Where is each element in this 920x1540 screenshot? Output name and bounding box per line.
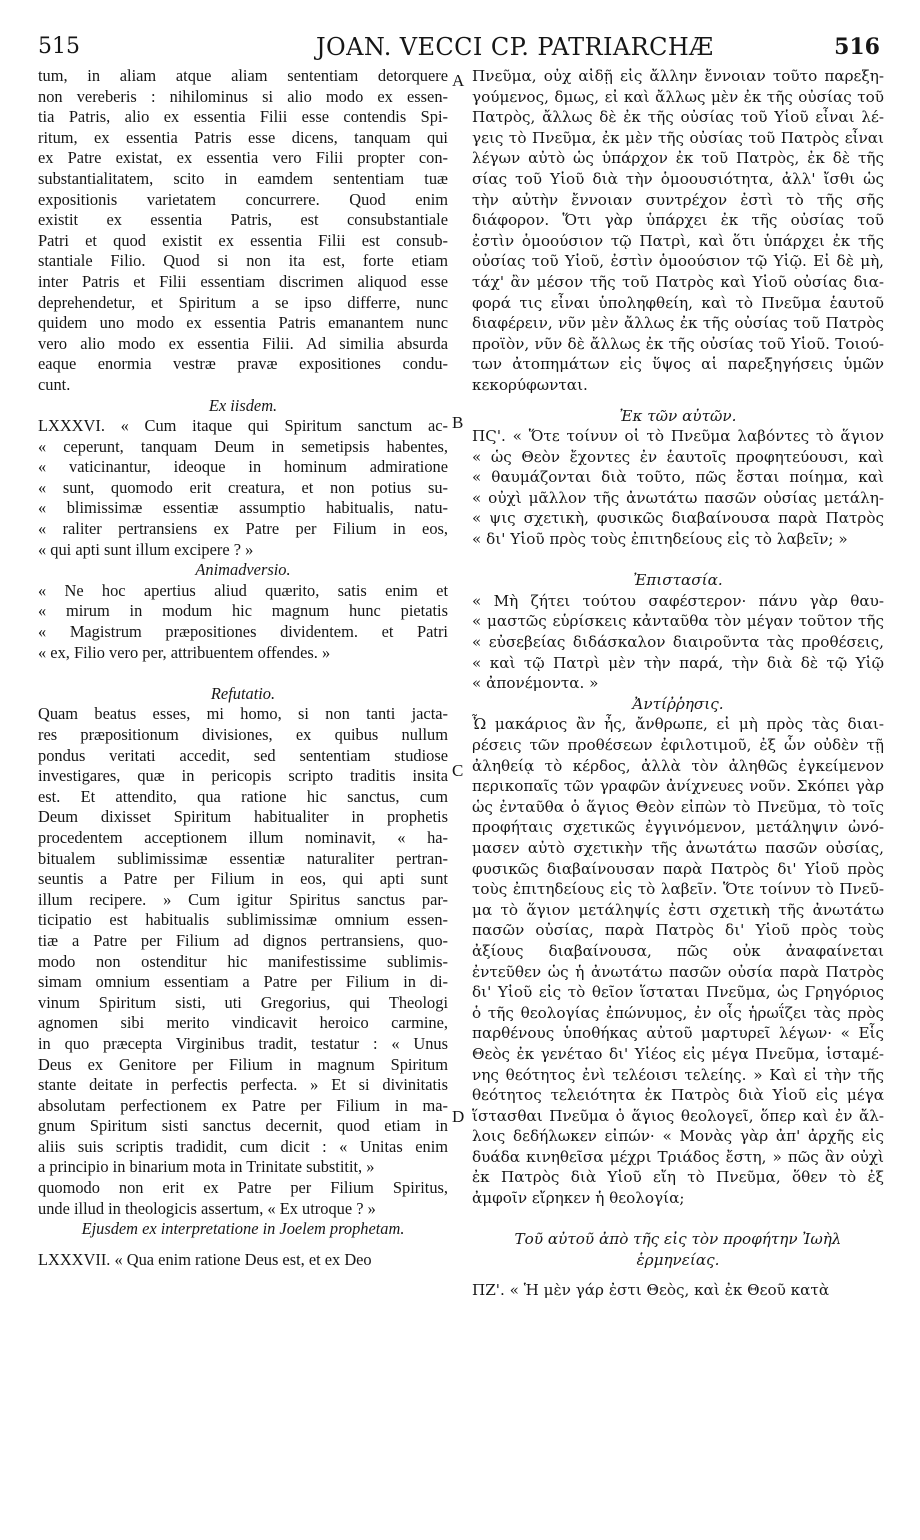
text-line: διαφέρειν, νῦν μὲν ἄλλως ἐκ τῆς οὐσίας τοῦ Πατρὸς bbox=[472, 314, 884, 333]
text-line: in quo præcepta Virginibus tradit, testatur : « Unus bbox=[38, 1033, 448, 1053]
text-line: λέγων αὐτὸ ὡς ὑπάρχον ἐκ τοῦ Πατρὸς, ἐκ δὲ τῆς bbox=[472, 149, 884, 168]
greek-epistasia bbox=[472, 591, 884, 694]
text-line: LXXXVI. « Cum itaque qui Spiritum sanctum ac- bbox=[38, 416, 448, 436]
text-line: τὴν αὐτὴν ἔννοιαν συντρέχον ἐστὶ τὸ τῆς σῆς bbox=[472, 190, 884, 209]
text-line: modo non ostenditur hic manifestissime sublimis- bbox=[38, 951, 448, 971]
text-line: κεκορύφωνται. bbox=[472, 375, 588, 394]
margin-marker-a: A bbox=[452, 71, 465, 90]
text-line: « καὶ τῷ Πατρὶ μὲν τὴν παρά, τὴν διὰ δὲ τῷ Υἱῷ bbox=[472, 653, 884, 672]
text-line: vinum Spiritum sisti, uti Gregorius, qui Theologi bbox=[38, 992, 448, 1012]
latin-heading-ex-iisdem: Ex iisdem. bbox=[208, 395, 278, 415]
latin-heading-animadversio: Animadversio. bbox=[195, 560, 291, 580]
text-line: ἀληθείᾳ τὸ κέρδος, ἀλλὰ τὸν ἀληθῶς ἐγκείμενον bbox=[472, 756, 884, 775]
latin-heading-ejusdem: Ejusdem ex interpretatione in Joelem prophetam. bbox=[81, 1219, 405, 1239]
text-line: ἐκ Πατρὸς διὰ Υἱοῦ εἴη τὸ Πνεῦμα, ὅθεν τὸ ἐξ bbox=[472, 1168, 884, 1187]
page-number-left: 515 bbox=[38, 34, 80, 59]
latin-animadversio bbox=[38, 581, 448, 663]
text-line: Patri et quod existit ex essentia Filii est consub- bbox=[38, 230, 448, 250]
text-line: τάχ' ἂν μέσον τῆς τοῦ Πατρὸς καὶ Υἱοῦ οὐσίας δια- bbox=[472, 272, 884, 291]
greek-section-86 bbox=[472, 426, 884, 550]
text-line: προφήταις σχετικῶς ἐγγινόμενον, μετάληψιν ὠνό- bbox=[472, 818, 884, 837]
text-line: ἀξίους διαβαίνουσα, πῶς οὐκ ἀναφαίνεται bbox=[472, 941, 884, 960]
text-line: δυάδα κινηθεῖσα μέχρι Τριάδος ἔστη, » πῶς ἂν οὐχὶ bbox=[472, 1147, 884, 1166]
text-line: eaque enormia vestræ pravæ expositiones condu- bbox=[38, 354, 448, 374]
text-line: « δι' Υἱοῦ πρὸς τοὺς ἐπιτηδείους εἰς τὸ λαβεῖν; » bbox=[472, 530, 848, 549]
text-line: περικοπαῖς τῶν γραφῶν ἀνίχνευες νοῦν. Σκόπει γὰρ bbox=[472, 777, 884, 796]
greek-heading-antirrhesis: Ἀντίῤῥησις. bbox=[632, 694, 724, 713]
latin-section-86 bbox=[38, 416, 448, 560]
text-line: « Magistrum præpositiones dividentem. et Patri bbox=[38, 622, 448, 642]
text-line: « vaticinantur, ideoque in hominum admiratione bbox=[38, 457, 448, 477]
text-line: ρέσεις τῶν προθέσεων ἐφιλοτιμοῦ, ἐξ ὧν οὐδὲν τῇ bbox=[472, 736, 884, 754]
text-line: δι' Υἱοῦ εἰς τὸ θεῖον ἵσταται Πνεῦμα, ὡς Γρηγόριος bbox=[472, 983, 884, 1002]
latin-refutatio bbox=[38, 704, 448, 1219]
text-line: inter Patris et Filii essentiam discrimen aliquod esse bbox=[38, 271, 448, 291]
text-line: Ὦ μακάριος ἂν ἦς, ἄνθρωπε, εἰ μὴ πρὸς τὰς διαι- bbox=[472, 715, 884, 734]
text-line: deprehendetur, et Spiritum a se ipso differre, nunc bbox=[38, 292, 448, 312]
text-line: tiæ a Patre per Filium ad dignos pertransiens, quo- bbox=[38, 930, 448, 950]
text-line: μασεν αὐτὸ σχετικὴν τῆς ἀνωτάτω πασῶν οὐσίας, bbox=[472, 838, 884, 857]
text-line: absolutam perfectionem ex Patre per Filium in ma- bbox=[38, 1095, 448, 1115]
text-line: ἀμφοῖν εἴρηκεν ἡ θεολογία; bbox=[472, 1189, 685, 1208]
text-line: ὁ τῆς θεολογίας ἐπώνυμος, ἐν οἷς ἡρωΐζει τὰς πρὸς bbox=[472, 1003, 884, 1022]
text-line: stante deitate in perfectis perfecta. » Et si divinitatis bbox=[38, 1075, 448, 1095]
text-line: « θαυμάζονται διὰ τοῦτο, πῶς ἔσται ποίημα, καὶ bbox=[472, 468, 884, 487]
text-line: « μαστῶς εὑρίσκεις κἀνταῦθα τὸν μέγαν τοῦτον τῆς bbox=[472, 612, 884, 631]
text-line: ex Patre existat, ex essentia vero Filii propter con- bbox=[38, 148, 448, 168]
latin-intro bbox=[38, 66, 448, 396]
text-line: ticipatio est habitualis sublimissimæ omnium essen- bbox=[38, 910, 448, 930]
text-line: quidem uno modo ex essentia Patris emanantem nunc bbox=[38, 313, 448, 333]
text-line: stantiale Filio. Quod si non ita est, forte etiam bbox=[38, 251, 448, 271]
text-line: γούμενος, δμως, εἰ καὶ ἄλλως μὲν ἐκ τῆς οὐσίας τοῦ bbox=[472, 87, 884, 106]
text-line: a principio in binarium mota in Trinitate substitit, » bbox=[38, 1157, 375, 1177]
text-line: των ἀτοπημάτων εἰς ὕψος αἱ παρεξηγήσεις ὑμῶν bbox=[472, 355, 884, 374]
text-line: expositionis varietatem concurrere. Quod enim bbox=[38, 189, 448, 209]
text-line: σίας τοῦ Υἱοῦ διὰ τὴν ὁμοουσιότητα, ἀλλ' ἴσθι ὡς bbox=[472, 169, 884, 188]
text-line: ΠϚ'. « Ὅτε τοίνυν οἱ τὸ Πνεῦμα λαβόντες τὸ ἅγιον bbox=[472, 427, 884, 446]
text-line: προϊὸν, νῦν δὲ ἄλλως ἐκ τῆς οὐσίας τοῦ Υἱοῦ. Τοιού- bbox=[472, 334, 884, 353]
greek-heading-epistasia: Ἐπιστασία. bbox=[633, 571, 723, 590]
text-line: « sunt, quomodo erit creatura, et non potius su- bbox=[38, 477, 448, 497]
text-line: gnum Spiritum sisti sanctus decernit, quod etiam in bbox=[38, 1116, 448, 1136]
text-line: ἵστασθαι Πνεῦμα ὁ ἅγιος θεολογεῖ, ὅπερ καὶ ἐν ἄλ- bbox=[472, 1106, 884, 1125]
greek-intro bbox=[472, 66, 884, 396]
text-line: Θεὸς ἐκ γενέταο δι' Υἱέος εἰς μέγα Πνεῦμα, ἱσταμέ- bbox=[472, 1044, 884, 1063]
text-line: « ἀπονέμοντα. » bbox=[472, 674, 599, 693]
page-header bbox=[0, 0, 920, 70]
text-line: ritum, ex essentia Patris esse dicens, tanquam qui bbox=[38, 127, 448, 147]
text-line: « Μὴ ζήτει τούτου σαφέστερον· πάνυ γὰρ θαυ- bbox=[472, 591, 884, 610]
text-line: « οὐχὶ μᾶλλον τῆς ἀνωτάτω πασῶν οὐσίας μετάλη- bbox=[472, 488, 884, 507]
text-line: ὡς ἐνταῦθα ὁ ἅγιος Θεὸν εἰπὼν τὸ Πνεῦμα, τὸ τοῖς bbox=[472, 797, 884, 816]
text-line: investigares, quæ in pericopis scripto traditis insita bbox=[38, 766, 448, 786]
text-line: « εὐσεβείας διδάσκαλον διαιροῦντα τὰς προθέσεις, bbox=[472, 633, 884, 652]
text-line: bitualem sublimissimæ essentiæ naturaliter pertran- bbox=[38, 848, 448, 868]
text-line: « blimissimæ essentiæ assumptio habitualis, natu- bbox=[38, 498, 448, 518]
text-line: cunt. bbox=[38, 374, 71, 394]
text-line: simam omnium essentiam a Patre per Filium in di- bbox=[38, 972, 448, 992]
running-title: JOAN. VECCI CP. PATRIARCHÆ bbox=[316, 33, 714, 61]
text-line: existit ex essentia Patris, est consubstantiale bbox=[38, 210, 448, 230]
latin-section-87: LXXXVII. « Qua enim ratione Deus est, et ex Deo bbox=[38, 1249, 372, 1269]
text-line: illum recipere. » Cum igitur Spiritus sanctus par- bbox=[38, 889, 448, 909]
text-line: « Ne hoc apertius aliud quærito, satis enim et bbox=[38, 580, 448, 600]
text-line: seuntis a Patre per Filium in eos, qui apti sunt bbox=[38, 869, 448, 889]
text-line: quomodo non erit ex Patre per Filium Spiritus, bbox=[38, 1178, 448, 1198]
greek-column bbox=[472, 66, 884, 1301]
text-line: τοὺς ἐπιτηδείους εἰς τὸ λαβεῖν. Ὅτε τοίνυν τὸ Πνεῦ- bbox=[472, 880, 884, 899]
text-line: νης θεότητος ἐνὶ τελέοισι τελείης. » Καὶ εἰ τὴν τῆς bbox=[472, 1065, 884, 1084]
text-line: φυσικῶς διαβαίνουσαν παρὰ Πατρὸς δι' Υἱοῦ πρὸς bbox=[472, 859, 884, 878]
text-line: vero alio modo ex essentia Filii. Ad similia absurda bbox=[38, 333, 448, 353]
margin-marker-d: D bbox=[452, 1107, 465, 1126]
margin-marker-b: B bbox=[452, 413, 464, 432]
text-line: ἐντεῦθεν ὡς ἡ ἀνωτάτω πασῶν οὐσία παρὰ Πατρὸς bbox=[472, 962, 884, 981]
text-line: tia Patris, alio ex essentia Filii esse contendis Spi- bbox=[38, 107, 448, 127]
text-line: θεότητος τελειότητα ἐκ Πατρὸς διὰ Υἱοῦ εἰς μέγα bbox=[472, 1086, 884, 1105]
text-line: Deum dixisset Spiritum habitualiter in prophetis bbox=[38, 807, 448, 827]
latin-heading-refutatio: Refutatio. bbox=[210, 683, 276, 703]
greek-heading-ek-ton-auton: Ἐκ τῶν αὐτῶν. bbox=[619, 406, 737, 425]
greek-antirrhesis bbox=[472, 714, 884, 1208]
text-line: est. Et attendito, qua ratione hic sanctus, cum bbox=[38, 786, 448, 806]
margin-marker-c: C bbox=[452, 761, 464, 780]
text-line: λοις δεδήλωκεν εἰπών· « Μονὰς γὰρ ἀπ' ἀρχῆς εἰς bbox=[472, 1127, 884, 1146]
text-line: οὐσίας τοῦ Υἱοῦ, ἐστὶν ὁμοούσιον τῷ Υἱῷ. Εἰ δὲ μὴ, bbox=[472, 252, 884, 271]
text-line: « ψις σχετικὴ, φυσικῶς διαβαίνουσα παρὰ Πατρὸς bbox=[472, 509, 884, 528]
text-line: procedentem acceptionem illum nominavit, « ha- bbox=[38, 827, 448, 847]
text-line: Πατρὸς, ἄλλως δὲ ἐκ τῆς οὐσίας τοῦ Υἱοῦ εἶναι λέ- bbox=[472, 108, 884, 127]
text-line: γεις τὸ Πνεῦμα, ἐκ μὲν τῆς οὐσίας τοῦ Πατρὸς εἶναι bbox=[472, 128, 884, 147]
text-line: Quam beatus esses, mi homo, si non tanti jacta- bbox=[38, 704, 448, 724]
text-line: διάφορον. Ὅτι γὰρ ὑπάρχει ἐκ τῆς οὐσίας τοῦ bbox=[472, 211, 884, 230]
text-line: « ὡς Θεὸν ἔχοντες ἐν ἑαυτοῖς προφητεύουσι, καὶ bbox=[472, 447, 884, 466]
text-line: substantialitatem, scito in eamdem sententiam tuæ bbox=[38, 168, 448, 188]
latin-column bbox=[38, 66, 448, 1270]
text-line: res præpositionum divisiones, ex quibus nullum bbox=[38, 725, 448, 744]
text-line: πασῶν οὐσίας, παρὰ Πατρὸς δι' Υἱοῦ πρὸς τοὺς bbox=[472, 921, 884, 940]
text-line: Deus ex Genitore per Filium in magnum Spiritum bbox=[38, 1054, 448, 1074]
text-line: tum, in aliam atque aliam sententiam detorquere bbox=[38, 66, 448, 85]
text-line: μα τὸ ἅγιον μετάληψίς ἐστι σχετικὴ τῆς ἀνωτάτω bbox=[472, 900, 884, 919]
greek-heading-tou-autou-1: Τοῦ αὐτοῦ ἀπὸ τῆς εἰς τὸν προφήτην Ἰωὴλ bbox=[514, 1230, 842, 1249]
greek-heading-tou-autou-2: ἑρμηνείας. bbox=[636, 1250, 720, 1269]
text-line: agnomen sibi merito vindicavit heroico carmine, bbox=[38, 1013, 448, 1033]
text-line: « qui apti sunt illum excipere ? » bbox=[38, 539, 254, 559]
greek-section-87: ΠΖ'. « Ἡ μὲν γάρ ἐστι Θεὸς, καὶ ἐκ Θεοῦ κατὰ bbox=[472, 1281, 830, 1300]
text-line: ἐστὶν ὁμοούσιον τῷ Πατρὶ, καὶ ὅτι ὑπάρχει ἐκ τῆς bbox=[472, 231, 884, 250]
text-line: Πνεῦμα, οὐχ αἰδῇ εἰς ἄλλην ἔννοιαν τοῦτο παρεξη- bbox=[472, 67, 884, 85]
text-line: « ceperunt, tanquam Deum in semetipsis habentes, bbox=[38, 436, 448, 456]
text-line: pondus veritati accedit, sed sententiam studiose bbox=[38, 745, 448, 765]
text-line: φορά τις εἶναι ὑποληφθείη, καὶ τὸ Πνεῦμα ἑαυτοῦ bbox=[472, 293, 884, 312]
text-line: non vereberis : nihilominus si alio modo ex essen- bbox=[38, 86, 448, 106]
text-line: « mirum in modum hic magnum hunc pietatis bbox=[38, 601, 448, 621]
text-line: aliis suis scriptis tradidit, cum dicit : « Unitas enim bbox=[38, 1136, 448, 1156]
text-line: παρθένους ὑποθήκας αὐτοῦ μαρτυρεῖ λέγων· « Εἷς bbox=[472, 1024, 884, 1043]
text-line: unde illud in theologicis assertum, « Ex utroque ? » bbox=[38, 1198, 376, 1218]
text-line: « ex, Filio vero per, attribuentem offendes. » bbox=[38, 642, 331, 662]
page-number-right: 516 bbox=[834, 34, 880, 60]
text-line: « raliter pertransiens ex Patre per Filium in eos, bbox=[38, 519, 448, 539]
